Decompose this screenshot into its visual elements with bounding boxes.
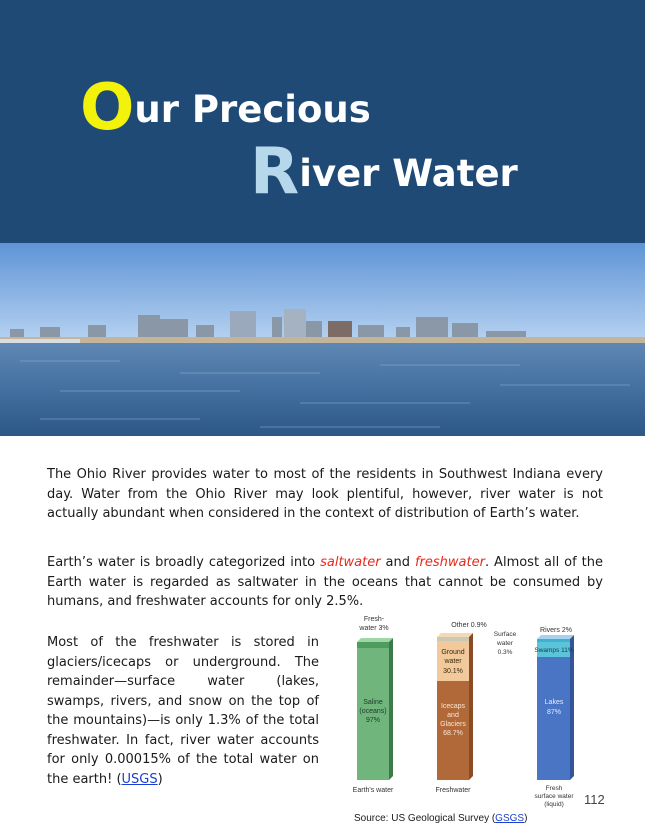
bar2-ground-label-1: Ground: [441, 649, 465, 656]
title-line-2-text: iver Water: [299, 152, 518, 195]
p3-text-b: ): [157, 771, 163, 787]
bar1-side: [389, 638, 393, 780]
bar1-saline-label-1: Saline: [363, 699, 383, 706]
bar3-bottom-label-2: surface water: [534, 793, 574, 800]
title-initial-o: O: [80, 71, 135, 145]
bar2-bottom-label: Freshwater: [435, 787, 471, 794]
bar2-other-segment: [437, 637, 469, 641]
intro-paragraph: The Ohio River provides water to most of the residents in Southwest Indiana every day. Water from the Ohio River may look plentiful, however, river water is not actually abundant when considered in the context of distribution of Earth’s water.: [47, 467, 603, 521]
p2-text-c: . Almost all of the Earth water is regarded as saltwater in the oceans that cannot be consumed by humans, and freshwater accounts for only 2.5%.: [47, 555, 603, 609]
p2-text-b: and: [380, 555, 415, 570]
river-skyline-photo: [0, 243, 645, 436]
bar2-ground-label-3: 30.1%: [443, 668, 463, 675]
bar3-top-label: Rivers 2%: [540, 627, 572, 634]
bar2-side: [469, 633, 473, 780]
bar2-ice-label-4: 68.7%: [443, 730, 463, 737]
bar2-ice-label-3: Glaciers: [440, 721, 466, 728]
page-number: 112: [584, 792, 605, 807]
bar2-ground-label-2: water: [444, 658, 462, 665]
bar3-bottom-label-1: Fresh: [545, 785, 563, 792]
bar1-freshwater-top: [357, 638, 393, 642]
title-line-2: [250, 135, 518, 209]
source-suffix: ): [524, 813, 528, 824]
bar1-saline-label-2: (oceans): [359, 708, 387, 715]
bar2-side-label-1: Surface: [493, 631, 517, 638]
bar3-lakes-label-2: 87%: [546, 709, 562, 716]
title-banner: [0, 0, 645, 243]
source-credit: [354, 813, 527, 824]
bar2-side-label-2: water: [497, 640, 513, 647]
gsgs-link[interactable]: GSGS: [495, 813, 525, 824]
water-categories-paragraph: [47, 553, 603, 612]
bar1-top-label-2: water 3%: [359, 625, 389, 632]
bar3-side: [570, 635, 574, 780]
usgs-link[interactable]: USGS: [121, 771, 158, 787]
bar2-ice-label-2: and: [447, 712, 459, 719]
p3-text-a: Most of the freshwater is stored in glaciers/icecaps or underground. The remainder—surface water (lakes, swamps, rivers, and snow on the top of the mountains)—is only 1.3% of the total freshwater. In fact, river water accounts for only 0.00015% of the total water on the earth! (: [47, 635, 319, 787]
bar1-top-label-1: Fresh-: [363, 616, 385, 623]
saltwater-term: saltwater: [320, 555, 381, 570]
p2-text-a: Earth’s water is broadly categorized into: [47, 555, 321, 570]
title-line-1: [80, 71, 371, 145]
water-distribution-chart: [344, 612, 594, 812]
bar3-top: [537, 635, 574, 639]
source-prefix: Source: US Geological Survey (: [354, 813, 496, 824]
bar3-lakes-label-1: Lakes: [544, 699, 564, 706]
bar2-ice-label-1: Icecaps: [440, 703, 466, 710]
bar2-side-label-3: 0.3%: [497, 649, 513, 656]
title-line-1-text: ur Precious: [134, 88, 371, 131]
freshwater-term: freshwater: [414, 555, 485, 570]
bar1-saline-label-3: 97%: [365, 717, 381, 724]
freshwater-storage-paragraph: [47, 633, 319, 789]
bar2-top: [437, 633, 473, 637]
bar3-rivers-segment: [537, 639, 570, 642]
bar1-freshwater-segment: [357, 642, 389, 648]
bar3-lakes-segment: [537, 657, 570, 780]
bar3-bottom-label-3: (liquid): [544, 801, 564, 808]
bar2-top-label: Other 0.9%: [451, 622, 487, 629]
bar1-bottom-label: Earth's water: [352, 787, 394, 794]
bar3-swamps-label: Swamps 11%: [534, 647, 574, 654]
title-initial-r: R: [250, 135, 300, 209]
